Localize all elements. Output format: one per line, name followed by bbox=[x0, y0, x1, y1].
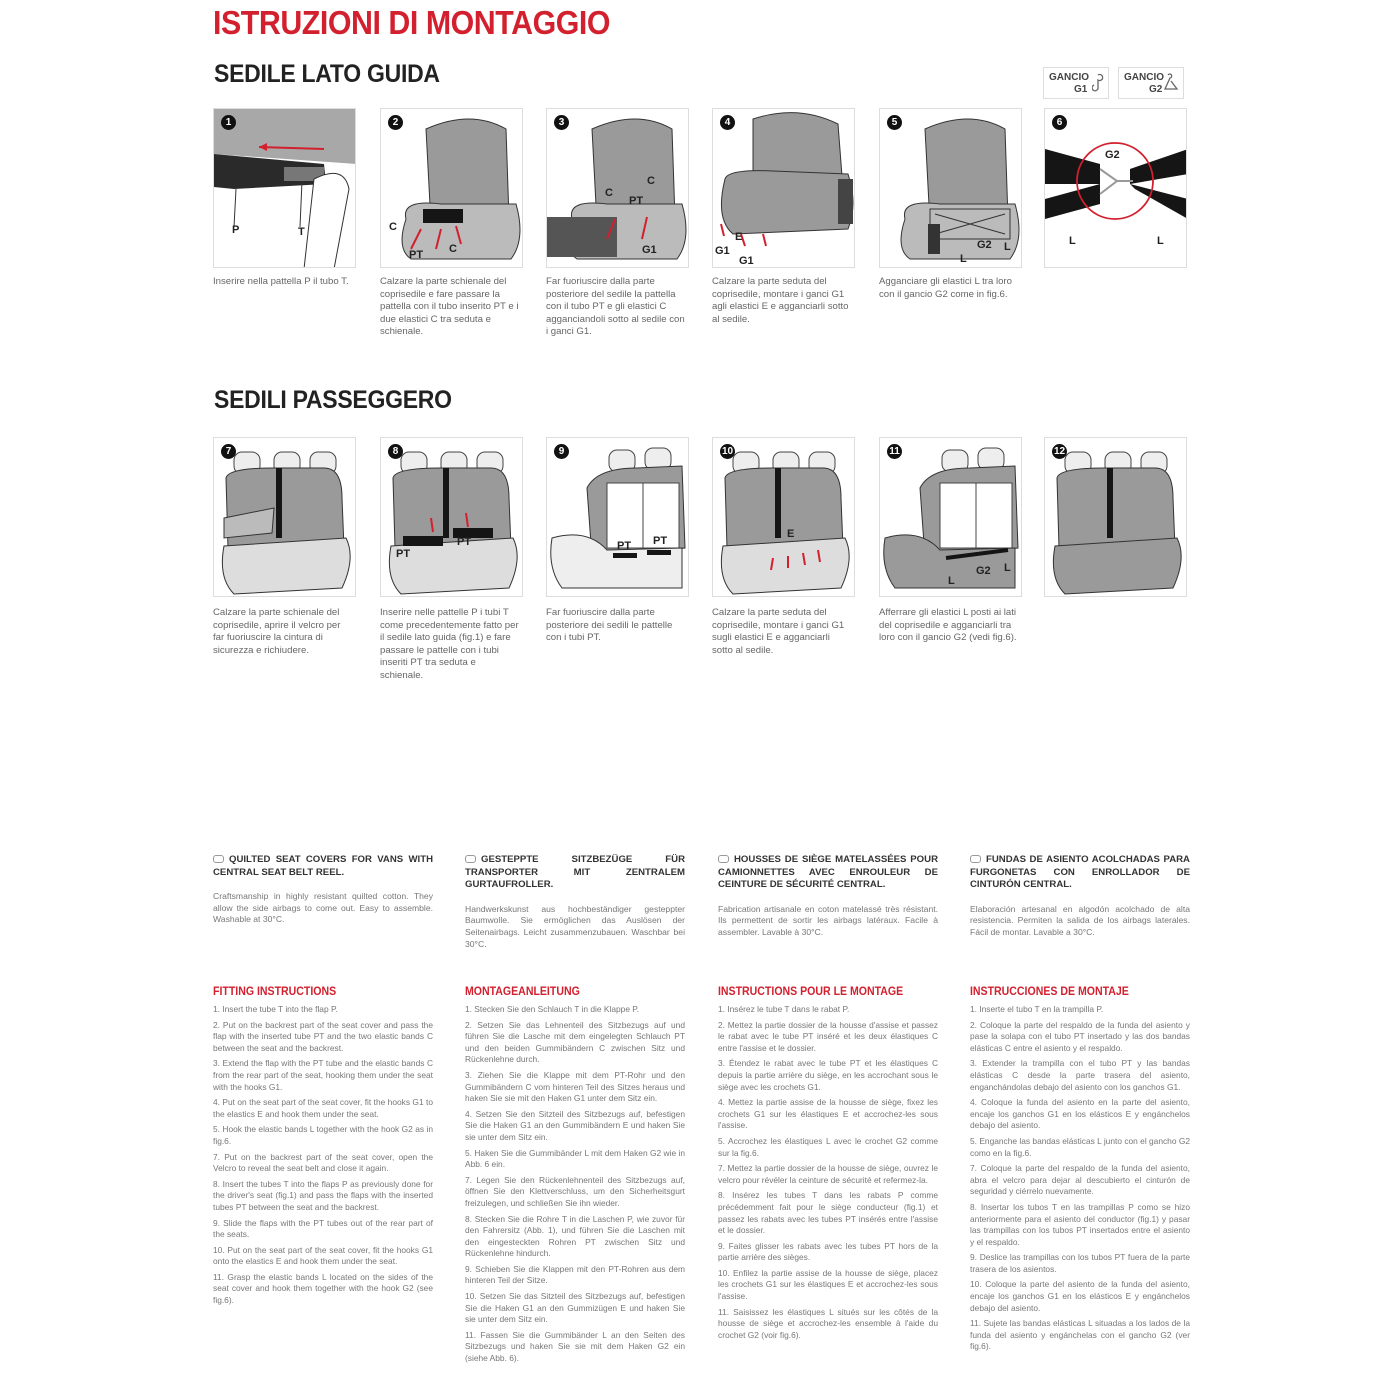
step-number-badge: 7 bbox=[221, 444, 236, 459]
fitting-instructions bbox=[970, 984, 1190, 1357]
figure-label: L bbox=[948, 575, 955, 587]
figure-label: PT bbox=[617, 540, 632, 552]
step-number-badge: 6 bbox=[1052, 115, 1067, 130]
seat-illustration bbox=[1045, 438, 1187, 597]
seat-illustration bbox=[381, 438, 523, 597]
step-number-badge: 11 bbox=[887, 444, 902, 459]
legend-word: GANCIO bbox=[1049, 72, 1089, 83]
figure-label: G2 bbox=[976, 565, 991, 577]
figure-1 bbox=[213, 108, 356, 268]
instruction-step: 9. Slide the flaps with the PT tubes out of the rear part of the seats. bbox=[213, 1217, 433, 1240]
instruction-step: 3. Ziehen Sie die Klappe mit dem PT-Rohr und den Gummibändern C vom hinteren Teil des Sitzes heraus und haken Sie sie mit den Haken G1 unter dem Sitz ein. bbox=[465, 1069, 685, 1104]
product-description bbox=[970, 854, 1190, 939]
figure-3 bbox=[546, 108, 689, 268]
figure-label: G2 bbox=[977, 239, 992, 251]
instruction-step: 7. Mettez la partie dossier de la housse de siège, ouvrez le velcro pour révéler la ceinture de sécurité et refermez-la. bbox=[718, 1163, 938, 1185]
instruction-step: 4. Mettez la partie assise de la housse de siège, fixez les crochets G1 sur les élastiques E et accrochez-les sous l'assise. bbox=[718, 1097, 938, 1131]
figure-label: PT bbox=[653, 535, 668, 547]
figure-8 bbox=[380, 437, 523, 597]
instructions-title: INSTRUCCIONES DE MONTAJE bbox=[970, 984, 1129, 998]
figure-label: G1 bbox=[715, 245, 730, 257]
instruction-step: 2. Setzen Sie das Lehnenteil des Sitzbezugs auf und führen Sie die Lasche mit dem eingelegten Schlauch PT und den beiden Gummibändern C zwischen Sitz und Rückenlehne durch. bbox=[465, 1019, 685, 1065]
legend-hook-g2 bbox=[1118, 67, 1184, 99]
seat-illustration bbox=[547, 438, 689, 597]
instruction-step: 10. Coloque la parte del asiento de la funda del asiento, encaje los ganchos G1 en los elásticos E y engánchelos debajo del asiento. bbox=[970, 1279, 1190, 1313]
figure-label: E bbox=[735, 231, 743, 243]
product-intro: Fabrication artisanale en coton matelassé très résistant. Ils permettent de sortir les airbags latéraux. Facile à assembler. Lavable à 30°C. bbox=[718, 903, 938, 937]
figure-label: PT bbox=[409, 249, 424, 261]
instruction-step: 3. Extend the flap with the PT tube and the elastic bands C from the rear part of the seat, hooking them under the seat with the hooks G1. bbox=[213, 1058, 433, 1092]
figure-caption: Far fuoriuscire dalla parte posteriore del sedile la pattella con il tubo PT e gli elastici C agganciandoli sotto al sedile con i ganci G1. bbox=[546, 276, 685, 338]
hook-g2-icon bbox=[1163, 73, 1179, 93]
product-intro: Craftsmanship in highly resistant quilted cotton. They allow the side airbags to come out. Easy to assemble. Washable at 30°C. bbox=[213, 891, 433, 925]
figure-label: PT bbox=[396, 548, 411, 560]
product-heading-text: FUNDAS DE ASIENTO ACOLCHADAS PARA FURGONETAS CON ENROLLADOR DE CINTURÓN CENTRAL. bbox=[970, 854, 1190, 890]
product-heading-text: QUILTED SEAT COVERS FOR VANS WITH CENTRAL SEAT BELT REEL. bbox=[213, 854, 433, 878]
instruction-step: 7. Put on the backrest part of the seat cover, open the Velcro to reveal the seat belt and close it again. bbox=[213, 1151, 433, 1174]
figure-label: C bbox=[449, 243, 457, 255]
step-number-badge: 5 bbox=[887, 115, 902, 130]
figure-label: PT bbox=[629, 195, 644, 207]
legend-hook-g1 bbox=[1043, 67, 1109, 99]
figure-label: C bbox=[605, 187, 613, 199]
section-title-passenger: SEDILI PASSEGGERO bbox=[214, 386, 452, 414]
legend-word: GANCIO bbox=[1124, 72, 1164, 83]
de-flag-icon bbox=[465, 855, 476, 863]
figure-7 bbox=[213, 437, 356, 597]
instruction-step: 4. Coloque la funda del asiento en la parte del asiento, encaje los ganchos G1 en los elásticos E y engánchelos debajo del asiento. bbox=[970, 1097, 1190, 1131]
instruction-step: 5. Accrochez les élastiques L avec le crochet G2 comme sur la fig.6. bbox=[718, 1135, 938, 1158]
figure-label: C bbox=[389, 221, 397, 233]
step-number-badge: 4 bbox=[720, 115, 735, 130]
figure-caption: Far fuoriuscire dalla parte posteriore dei sedili le pattelle con i tubi PT. bbox=[546, 607, 673, 644]
figure-label: L bbox=[1004, 562, 1011, 574]
figure-10 bbox=[712, 437, 855, 597]
hook-g1-icon bbox=[1092, 73, 1104, 93]
product-heading bbox=[213, 854, 433, 879]
step-number-badge: 8 bbox=[388, 444, 403, 459]
seat-illustration bbox=[214, 109, 356, 268]
instruction-step: 9. Schieben Sie die Klappen mit den PT-Rohren aus dem hinteren Teil der Sitze. bbox=[465, 1263, 685, 1286]
product-description bbox=[718, 854, 938, 939]
seat-illustration bbox=[547, 109, 689, 268]
figure-label: T bbox=[298, 226, 305, 238]
figure-label: G2 bbox=[1105, 149, 1120, 161]
figure-9 bbox=[546, 437, 689, 597]
figure-caption: Calzare la parte schienale del coprisedile, aprire il velcro per far fuoriuscire la cintura di sicurezza e richiudere. bbox=[213, 607, 341, 656]
instruction-step: 1. Insérez le tube T dans le rabat P. bbox=[718, 1004, 850, 1014]
instruction-step: 11. Grasp the elastic bands L located on the sides of the seat cover and hook them together with the hook G2 (see fig.6). bbox=[213, 1271, 433, 1306]
product-heading bbox=[718, 854, 938, 892]
instruction-step: 10. Put on the seat part of the seat cover, fit the hooks G1 onto the elastics E and hook them under the seat. bbox=[213, 1244, 433, 1267]
instruction-step: 4. Setzen Sie den Sitzteil des Sitzbezugs auf, befestigen Sie die Haken G1 an den Gummibändern E und haken Sie sie unter dem Sitz ein. bbox=[465, 1108, 685, 1142]
fr-flag-icon bbox=[718, 855, 729, 863]
legend-code: G1 bbox=[1074, 84, 1088, 95]
step-number-badge: 12 bbox=[1053, 446, 1066, 457]
instruction-step: 11. Saisissez les élastiques L situés sur les côtés de la housse de siège et accrochez-les ensemble à l'aide du crochet G2 (voir fig.6). bbox=[718, 1306, 938, 1340]
product-intro: Elaboración artesanal en algodón acolchado de alta resistencia. Permiten la salida de los airbags laterales. Fácil de montar. Lavable a 30°C. bbox=[970, 903, 1190, 937]
figure-caption: Afferrare gli elastici L posti ai lati del coprisedile e agganciarli tra loro con il gancio G2 (vedi fig.6). bbox=[879, 607, 1017, 644]
instruction-step: 2. Put on the backrest part of the seat cover and pass the flap with the inserted tube PT and the two elastic bands C between the seat and the backrest. bbox=[213, 1019, 433, 1053]
instructions-title: FITTING INSTRUCTIONS bbox=[213, 984, 337, 998]
seat-illustration bbox=[880, 109, 1022, 268]
uk-flag-icon bbox=[213, 855, 224, 863]
product-heading-text: HOUSSES DE SIÈGE MATELASSÉES POUR CAMIONNETTES AVEC ENROULEUR DE CEINTURE DE SÉCURITÉ CENTRAL. bbox=[718, 854, 938, 890]
instruction-step: 9. Faites glisser les rabats avec les tubes PT hors de la partie arrière des sièges. bbox=[718, 1240, 938, 1263]
instruction-step: 5. Haken Sie die Gummibänder L mit dem Haken G2 wie in Abb. 6 ein. bbox=[465, 1147, 685, 1170]
figure-label: PT bbox=[457, 536, 472, 548]
figure-5 bbox=[879, 108, 1022, 268]
product-description bbox=[465, 854, 685, 950]
instruction-step: 7. Coloque la parte del respaldo de la funda del asiento, abra el velcro para dejar al descubierto el cinturón de seguridad y ciérrelo nuevamente. bbox=[970, 1163, 1190, 1197]
instruction-step: 8. Insert the tubes T into the flaps P as previously done for the driver's seat (fig.1) and pass the flaps with the inserted tubes PT between the seat and the backrest. bbox=[213, 1178, 433, 1212]
product-description bbox=[213, 854, 433, 926]
figure-caption: Calzare la parte schienale del coprisedile e fare passare la pattella con il tubo inserito PT e i due elastici C tra seduta e schienale. bbox=[380, 276, 519, 338]
main-title: ISTRUZIONI DI MONTAGGIO bbox=[213, 4, 611, 41]
fitting-instructions bbox=[213, 984, 433, 1311]
seat-illustration bbox=[880, 438, 1022, 597]
figure-label: L bbox=[960, 253, 967, 265]
step-number-badge: 9 bbox=[554, 444, 569, 459]
instructions-title: MONTAGEANLEITUNG bbox=[465, 984, 580, 998]
section-title-driver: SEDILE LATO GUIDA bbox=[214, 60, 440, 88]
instruction-step: 4. Put on the seat part of the seat cover, fit the hooks G1 to the elastics E and hook them under the seat. bbox=[213, 1097, 433, 1119]
instruction-step: 8. Stecken Sie die Rohre T in die Laschen P, wie zuvor für den Fahrersitz (Abb. 1), und führen Sie die Laschen mit den eingesteckten Rohren PT zwischen Sitz und Rückenlehne hindurch. bbox=[465, 1213, 685, 1259]
product-intro: Handwerkskunst aus hochbeständiger gesteppter Baumwolle. Sie ermöglichen das Auslösen der Seitenairbags. Leicht zusammenzubauen. Waschbar bei 30°C. bbox=[465, 903, 685, 949]
instruction-step: 1. Insert the tube T into the flap P. bbox=[213, 1004, 338, 1014]
step-number-badge: 3 bbox=[554, 115, 569, 130]
figure-label: L bbox=[1004, 241, 1011, 253]
seat-illustration bbox=[713, 109, 855, 268]
figure-label: L bbox=[1069, 235, 1076, 247]
instruction-step: 11. Fassen Sie die Gummibänder L an den Seiten des Sitzbezugs und haken Sie sie mit dem Haken G2 ein (siehe Abb. 6). bbox=[465, 1329, 685, 1364]
figure-caption: Inserire nella pattella P il tubo T. bbox=[213, 276, 349, 287]
step-number-badge: 1 bbox=[221, 115, 236, 130]
figure-label: G1 bbox=[739, 255, 754, 267]
fitting-instructions bbox=[718, 984, 938, 1345]
step-number-badge: 2 bbox=[388, 115, 403, 130]
figure-label: C bbox=[647, 175, 655, 187]
legend-code: G2 bbox=[1149, 84, 1163, 95]
figure-label: G1 bbox=[642, 244, 657, 256]
fitting-instructions bbox=[465, 984, 685, 1369]
instruction-step: 2. Mettez la partie dossier de la housse d'assise et passez le rabat avec le tube PT inséré et les deux élastiques C entre l'assise et le dossier. bbox=[718, 1019, 938, 1053]
figure-label: P bbox=[232, 224, 240, 236]
instruction-step: 8. Insertar los tubos T en las trampillas P como se hizo anteriormente para el asiento del conductor (fig.1) y pasar las trampillas con los tubos PT insertados entre el asiento y el respaldo. bbox=[970, 1201, 1190, 1247]
product-heading bbox=[465, 854, 685, 892]
instruction-step: 5. Hook the elastic bands L together with the hook G2 as in fig.6. bbox=[213, 1124, 433, 1146]
figure-11 bbox=[879, 437, 1022, 597]
instructions-title: INSTRUCTIONS POUR LE MONTAGE bbox=[718, 984, 904, 998]
figure-caption: Calzare la parte seduta del coprisedile, montare i ganci G1 sugli elastici E e agganciarli sotto al sedile. bbox=[712, 607, 845, 656]
instruction-step: 11. Sujete las bandas elásticas L situadas a los lados de la funda del asiento y engánchelas con el gancho G2 (ver fig.6). bbox=[970, 1318, 1190, 1352]
instruction-step: 2. Coloque la parte del respaldo de la funda del asiento y pase la solapa con el tubo PT insertado y las dos bandas elásticas C entre el asiento y el respaldo. bbox=[970, 1019, 1190, 1053]
figure-12 bbox=[1044, 437, 1187, 597]
product-heading-text: GESTEPPTE SITZBEZÜGE FÜR TRANSPORTER MIT ZENTRALEM GURTAUFROLLER. bbox=[465, 854, 685, 890]
seat-illustration bbox=[1045, 109, 1187, 268]
instruction-step: 10. Setzen Sie das Sitzteil des Sitzbezugs auf, befestigen Sie die Haken G1 an den Gummizügen E und haken Sie sie unter dem Sitz ein. bbox=[465, 1291, 685, 1325]
instruction-step: 3. Extender la trampilla con el tubo PT y las bandas elásticas C desde la parte trasera del asiento, enganchándolas debajo del asiento con los ganchos G1. bbox=[970, 1058, 1190, 1092]
instruction-step: 10. Enfilez la partie assise de la housse de siège, placez les crochets G1 sur les élastiques E et accrochez-les sous l'assise. bbox=[718, 1267, 938, 1302]
instruction-step: 7. Legen Sie den Rückenlehnenteil des Sitzbezugs auf, öffnen Sie den Klettverschluss, um den Sicherheitsgurt freizulegen, und schließen Sie ihn wieder. bbox=[465, 1174, 685, 1208]
figure-caption: Inserire nelle pattelle P i tubi T come precedentemente fatto per il sedile lato guida (fig.1) e fare passare le pattelle con i tubi inseriti PT tra seduta e schienale. bbox=[380, 607, 519, 681]
instruction-step: 3. Étendez le rabat avec le tube PT et les élastiques C depuis la partie arrière du siège, en les accrochant sous le siège avec les crochets G1. bbox=[718, 1058, 938, 1092]
figure-caption: Agganciare gli elastici L tra loro con il gancio G2 come in fig.6. bbox=[879, 276, 1012, 300]
product-heading bbox=[970, 854, 1190, 892]
figure-2 bbox=[380, 108, 523, 268]
instruction-step: 5. Enganche las bandas elásticas L junto con el gancho G2 como en la fig.6. bbox=[970, 1135, 1190, 1158]
figure-label: E bbox=[787, 528, 795, 540]
instruction-step: 8. Insérez les tubes T dans les rabats P comme précédemment fait pour le siège conducteur (fig.1) et passez les rabats avec les tubes PT insérés entre l'assise et le dossier. bbox=[718, 1190, 938, 1236]
figure-4 bbox=[712, 108, 855, 268]
instruction-step: 9. Deslice las trampillas con los tubos PT fuera de la parte trasera de los asientos. bbox=[970, 1252, 1190, 1274]
figure-6 bbox=[1044, 108, 1187, 268]
step-number-badge: 10 bbox=[721, 446, 734, 457]
instruction-step: 1. Stecken Sie den Schlauch T in die Klappe P. bbox=[465, 1004, 640, 1014]
figure-label: L bbox=[1157, 235, 1164, 247]
seat-illustration bbox=[713, 438, 855, 597]
seat-illustration bbox=[214, 438, 356, 597]
instruction-step: 1. Inserte el tubo T en la trampilla P. bbox=[970, 1004, 1104, 1014]
figure-caption: Calzare la parte seduta del coprisedile, montare i ganci G1 agli elastici E e agganciarli sotto al sedile. bbox=[712, 276, 849, 325]
es-flag-icon bbox=[970, 855, 981, 863]
